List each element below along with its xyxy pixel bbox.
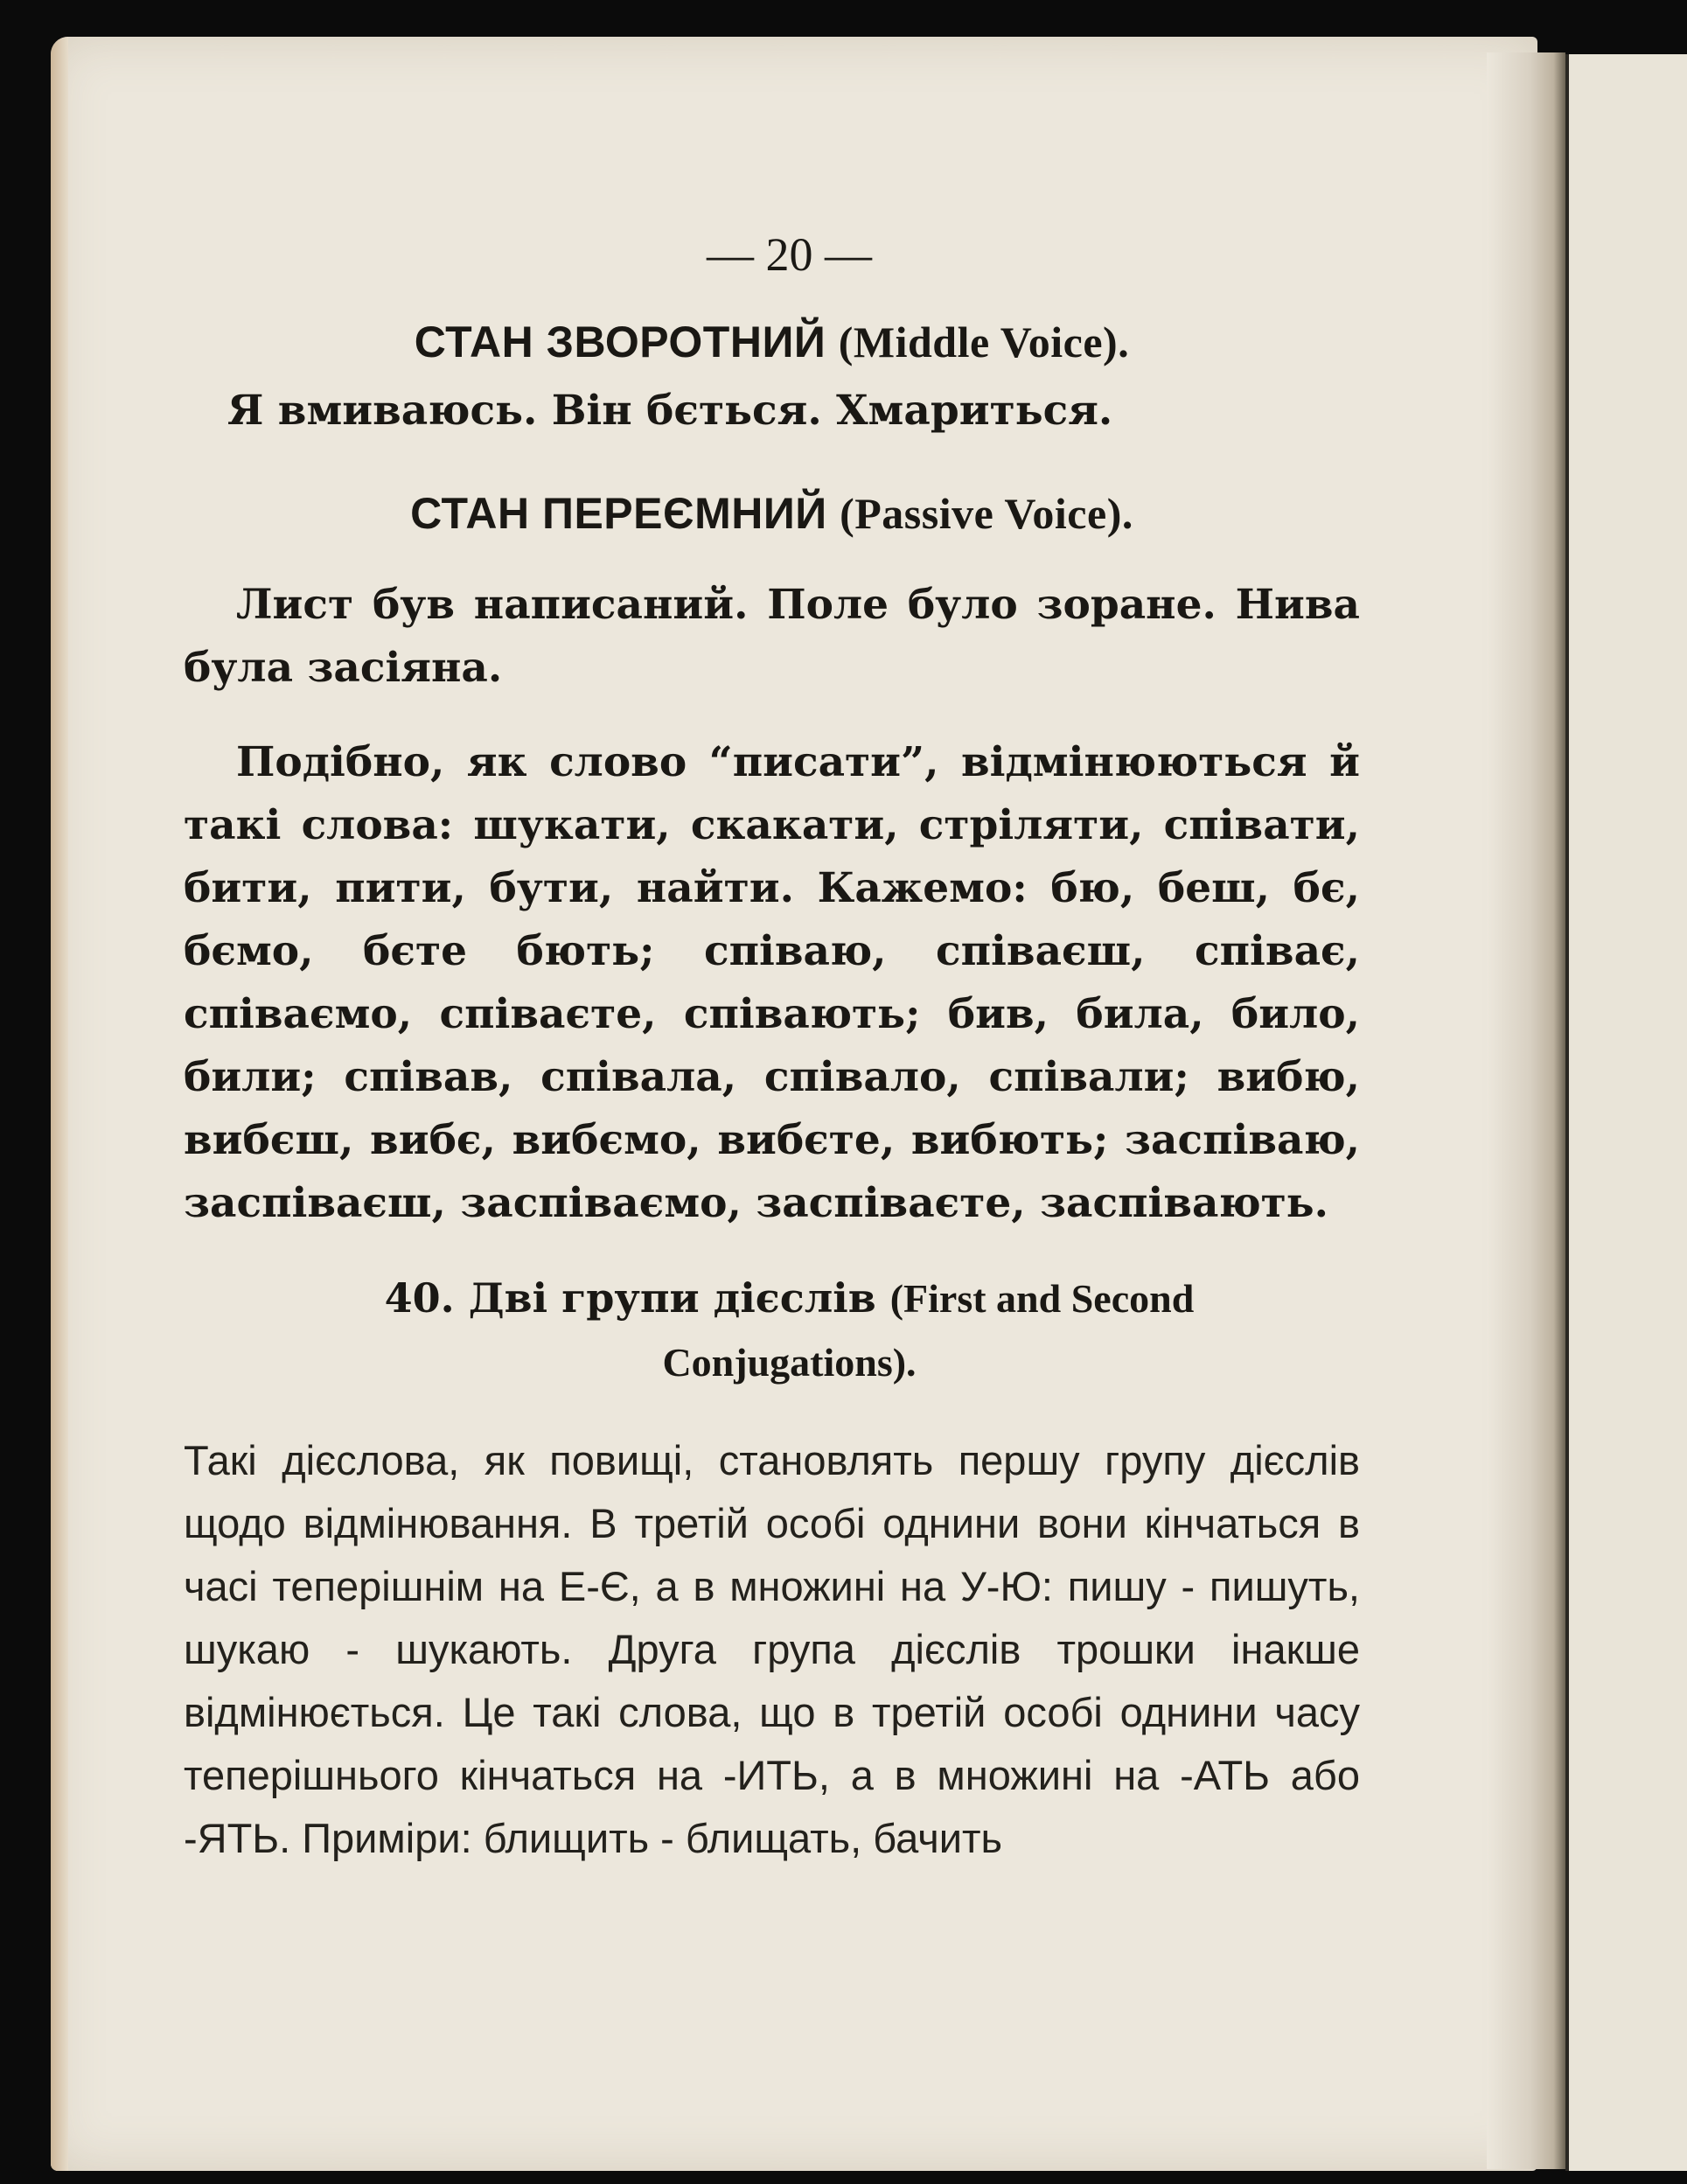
middle-voice-example: Я вмиваюсь. Він бється. Хмариться. bbox=[227, 387, 1113, 435]
passive-voice-example: Лист був написаний. Поле було зоране. Нива була засіяна. bbox=[184, 581, 1360, 692]
section-40-title-en-line2: Conjugations). bbox=[662, 1340, 917, 1385]
heading-middle-voice bbox=[184, 317, 1360, 367]
page-content bbox=[184, 210, 1360, 1870]
paragraph-verb-groups: Такі дієслова, як повищі, становлять першу групу дієслів щодо відмінювання. В третій особі однини вони кінчаться в часі теперішнім на Е-Є, а в множині на У-Ю: пишу - пишуть, шукаю - шукають. Друга група дієслів трошки інакше відмінюється. Це такі слова, що в третій особі однини часу теперішнього кінчаться на -ИТЬ, а в множині на -АТЬ або -ЯТЬ. Приміри: блищить - блищать, бачить bbox=[184, 1437, 1360, 1861]
heading-middle-voice-ua: СТАН ЗВОРОТНИЙ bbox=[414, 317, 826, 366]
section-40-title-en-line1: (First and Second bbox=[889, 1276, 1195, 1321]
heading-passive-voice-ua: СТАН ПЕРЕЄМНИЙ bbox=[410, 489, 827, 538]
section-40-title-ua: 40. Дві групи дієслів bbox=[384, 1274, 876, 1322]
section-40-title bbox=[184, 1266, 1360, 1394]
heading-passive-voice bbox=[184, 488, 1360, 539]
heading-middle-voice-en: (Middle Voice). bbox=[838, 317, 1130, 366]
book-gutter bbox=[1487, 52, 1565, 2169]
heading-passive-voice-en: (Passive Voice). bbox=[840, 489, 1133, 538]
page-edge bbox=[51, 37, 68, 2171]
page-number: — 20 — bbox=[707, 228, 872, 281]
right-page-edge bbox=[1565, 54, 1687, 2171]
paragraph-similar-verbs: Подібно, як слово “писати”, відмінюються й такі слова: шукати, скакати, стріляти, співати, бити, пити, бути, найти. Кажемо: бю, беш, бє, бємо, бєте бють; співаю, співаєш, співає, співаємо, співаєте, співають; бив, била, било, били; співав, співала, співало, співали; вибю, вибєш, вибє, вибємо, вибєте, вибють; заспіваю, заспіваєш, заспіваємо, заспіваєте, заспівають. bbox=[184, 738, 1360, 1227]
